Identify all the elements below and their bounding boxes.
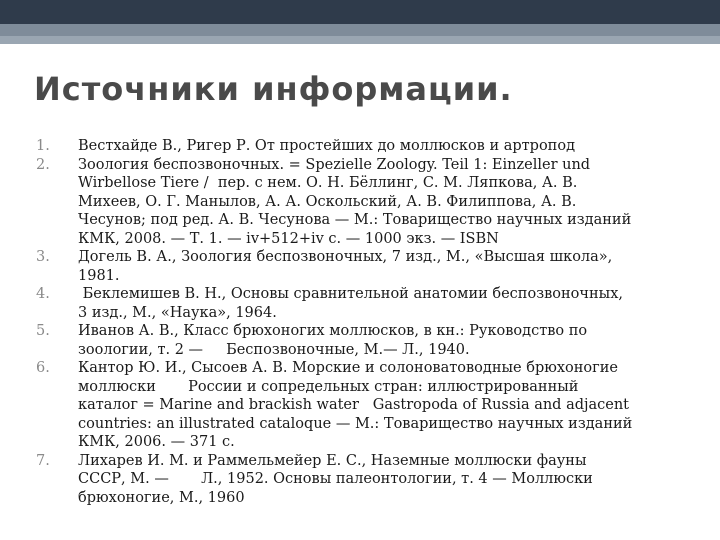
source-text: Иванов А. В., Класс брюхоногих моллюсков, в кн.: Руководство по зоологии, т. 2 — Беспозвоночные, М.— Л., 1940. bbox=[78, 323, 588, 358]
source-text: Беклемишев В. Н., Основы сравнительной анатомии беспозвоночных, 3 изд., М., «Наука», 1964. bbox=[78, 286, 623, 321]
source-item-6 bbox=[36, 359, 700, 452]
source-number: 3. bbox=[36, 249, 50, 265]
source-number: 2. bbox=[36, 156, 50, 173]
source-text: Вестхайде В., Ригер Р. От простейших до моллюсков и артропод bbox=[78, 138, 576, 154]
source-item-5 bbox=[36, 322, 700, 359]
header-band-dark bbox=[0, 0, 720, 24]
source-item-3 bbox=[36, 248, 700, 285]
slide-title: Источники информации. bbox=[34, 70, 513, 108]
source-number: 5. bbox=[36, 323, 50, 339]
source-number: 4. bbox=[36, 286, 50, 302]
source-text: Лихарев И. М. и Раммельмейер Е. С., Наземные моллюски фауны СССР, М. — Л., 1952. Основы палеонтологии, т. 4 — Моллюски брюхоногие, М., 1960 bbox=[78, 452, 593, 506]
source-text: Кантор Ю. И., Сысоев А. В. Морские и солоноватоводные брюхоногие моллюски России и сопредельных стран: иллюстрированный каталог = Marine and brackish water Gastropoda of Russia and adjacent countries: an illustrated cataloque — М.: Товарищество научных изданий КМК, 2006. — 371 с. bbox=[78, 360, 633, 450]
source-item-1 bbox=[36, 137, 700, 156]
source-number: 6. bbox=[36, 360, 50, 376]
source-item-4 bbox=[36, 285, 700, 322]
source-item-2 bbox=[36, 156, 700, 249]
source-number: 1. bbox=[36, 138, 50, 154]
source-number: 7. bbox=[36, 452, 50, 469]
sources-list bbox=[36, 137, 700, 507]
source-item-7 bbox=[36, 452, 700, 508]
source-text: Догель В. А., Зоология беспозвоночных, 7 изд., М., «Высшая школа», 1981. bbox=[78, 249, 613, 284]
header-band-light bbox=[0, 36, 720, 44]
source-text: Зоология беспозвоночных. = Spezielle Zoology. Teil 1: Einzeller und Wirbellose Tiere / пер. с нем. О. Н. Бёллинг, С. М. Ляпкова, А. В. Михеев, О. Г. Манылов, А. А. Оскольский, А. В. Филиппова, А. В. Чесунов; под ред. А. В. Чесунова — М.: Товарищество научных изданий КМК, 2008. — Т. 1. — iv+512+iv с. — 1000 экз. — ISBN bbox=[78, 156, 632, 247]
